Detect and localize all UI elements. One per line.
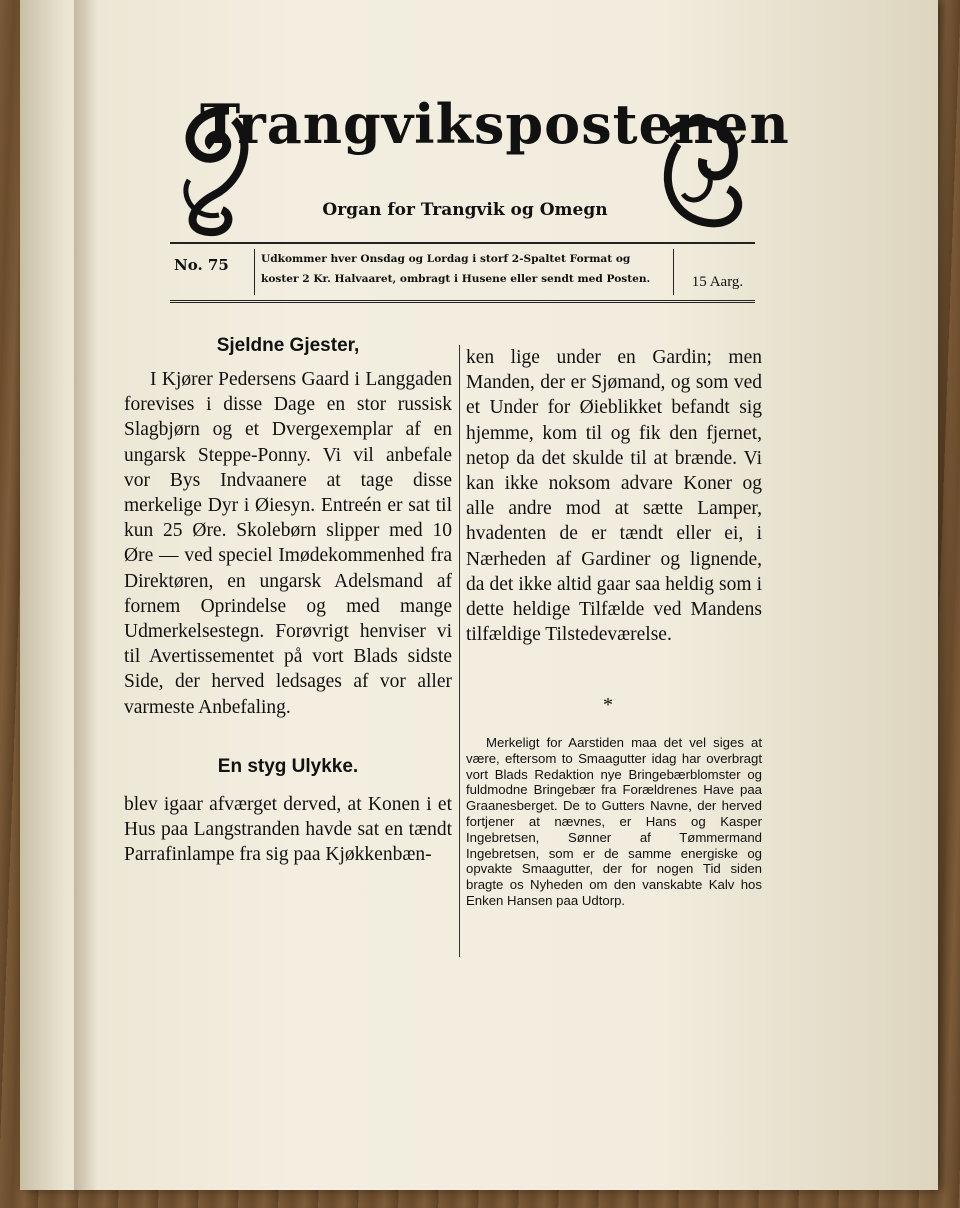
article-heading-ulykke: En styg Ulykke. [217, 755, 359, 777]
right-column [466, 345, 762, 647]
article-body-merkeligt: Merkeligt for Aarstiden maa det vel siges at være, eftersom to Smaagutter idag har overbragt vort Blads Redaktion nye Bringebærblomster og fuldmodne Bringebær fra Forældrenes Have paa Graanesberget. De to Gutters Navne, der herved fortjener at nævnes, er Hans og Kasper Ingebretsen, Sønner af Tømmermand Ingebretsen, som er de samme energiske og opvakte Smaagutter, der for nogen Tid siden bragte os Nyheden om den vanskabte Kalv hos Enken Hansen paa Udtorp. [466, 735, 762, 908]
ornament-right-icon [648, 114, 758, 239]
article-body-sjeldne: I Kjører Pedersens Gaard i Langgaden forevises i disse Dage en stor russisk Slagbjørn og et Dvergexemplar af en ungarsk Steppe-Ponny. Vi vil anbefale vor Bys Indvaanere at tage disse merkelige Dyr i Øiesyn. Entreén er sat til kun 25 Øre. Skolebørn slipper med 10 Øre — ved speciel Imødekommenhed fra Direktøren, en ungarsk Adelsmand af fornem Oprindelse og med mange Udmerkelsestegn. Forøvrigt henviser vi til Avertissementet på vort Blads sidste Side, der herved ledsages af vor aller varmeste Anbefaling. [124, 369, 452, 718]
page-gutter-shadow [74, 0, 98, 1190]
issue-number: No. 75 [174, 256, 229, 274]
subscription-info: Udkommer hver Onsdag og Lordag i storf 2-Spaltet Format og koster 2 Kr. Halvaaret, ombragt i Husene eller sendt med Posten. [254, 249, 674, 295]
column-divider [459, 345, 460, 957]
article-body-ulykke-left: blev igaar afværget derved, at Konen i et Hus paa Langstranden havde sat en tændt Parrafinlampe fra sig paa Kjøkkenbæn- [124, 793, 452, 866]
article-body-ulykke-right: ken lige under en Gardin; men Manden, der er Sjømand, og som ved et Under for Øieblikket befandt sig hjemme, kom til og fik den fjernet, netop da det skulde til at brænde. Vi kan ikke noksom advare Koner og alle andre mod at sætte Lamper, hvadenten de er tændt eller ei, i Nærheden af Gardiner og lignende, da det ikke altid gaar saa heldig som i dette heldige Tilfælde ved Mandens tilfældige Tilstedeværelse. [466, 347, 762, 646]
section-separator: * [603, 694, 613, 716]
masthead-title: Trangvikspostenen [200, 92, 790, 156]
masthead-subtitle: Organ for Trangvik og Omegn [322, 200, 608, 220]
volume-year: 15 Aarg. [691, 274, 744, 290]
left-column [124, 335, 452, 867]
issue-info-bar [170, 242, 755, 303]
masthead [160, 90, 790, 240]
article-heading-sjeldne: Sjeldne Gjester, [216, 335, 360, 356]
